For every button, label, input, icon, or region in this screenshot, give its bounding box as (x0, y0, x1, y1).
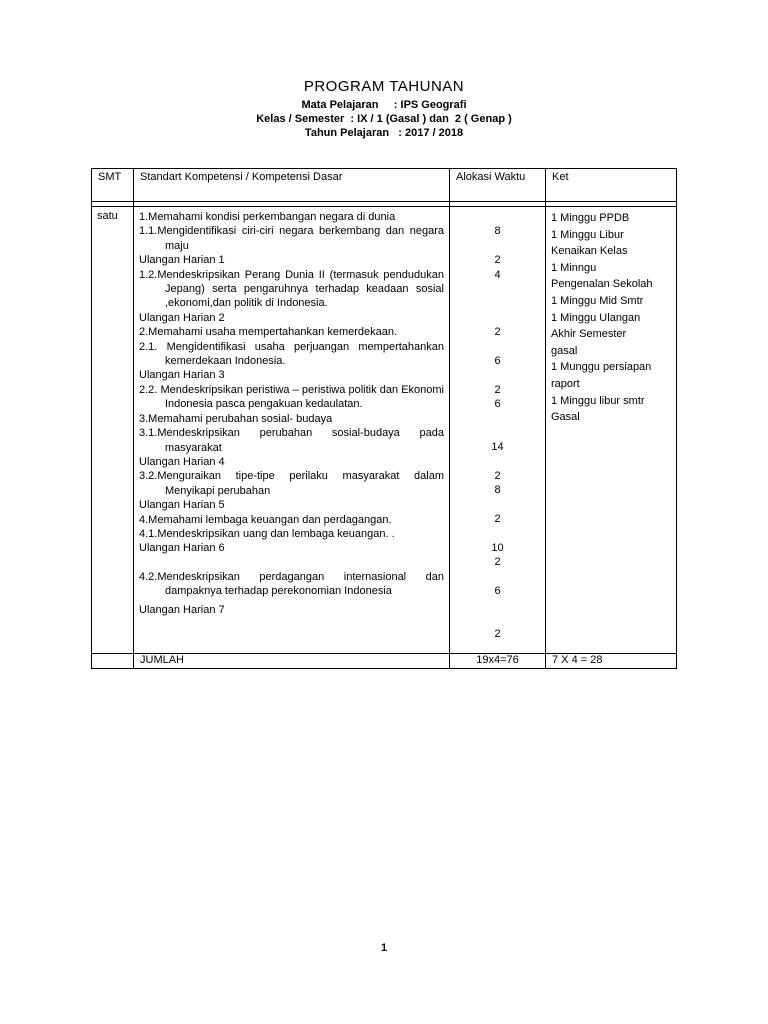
header-alokasi-waktu: Alokasi Waktu (450, 169, 546, 202)
table-header-row (92, 169, 677, 202)
alokasi-value: 2 (494, 383, 501, 396)
alokasi-value: 2 (494, 326, 501, 339)
kd-item: 3.1.Mendeskripsikan perubahan sosial-budaya pada masyarakat (139, 427, 444, 454)
ket-cell (546, 207, 677, 654)
jumlah-label: JUMLAH (134, 654, 450, 669)
alokasi-value: 6 (494, 585, 501, 598)
alokasi-value: 2 (494, 556, 501, 569)
alokasi-value: 10 (491, 541, 504, 554)
ket-line: Kenaikan Kelas (551, 245, 628, 258)
kd-item: 1.1.Mengidentifikasi ciri-ciri negara berkembang dan negara maju (139, 225, 444, 252)
ket-line: 1 Minggu PPDB (551, 212, 630, 224)
ket-line: gasal (551, 344, 578, 357)
kd-item: 1.Memahami kondisi perkembangan negara di dunia (139, 211, 396, 223)
alokasi-value: 2 (494, 470, 501, 483)
header-kompetensi: Standart Kompetensi / Kompetensi Dasar (134, 169, 450, 202)
alokasi-value: 14 (491, 441, 504, 454)
kd-item: 1.2.Mendeskripsikan Perang Dunia II (termasuk pendudukan Jepang) serta pengaruhnya terhadap keadaan sosial ,ekonomi,dan politik di Indonesia. (139, 268, 444, 310)
tahun-pelajaran-line: Tahun Pelajaran : 2017 / 2018 (304, 127, 464, 139)
alokasi-value: 2 (494, 628, 501, 641)
jumlah-ket: 7 X 4 = 28 (546, 654, 677, 669)
header-ket: Ket (546, 169, 677, 202)
kompetensi-cell (134, 207, 450, 654)
kd-item: 4.2.Mendeskripsikan perdagangan internasional dan dampaknya terhadap perekonomian Indonesia (139, 570, 444, 598)
table-row (92, 207, 677, 654)
header-smt: SMT (92, 169, 134, 202)
kd-item: Ulangan Harian 4 (139, 455, 225, 468)
ket-line: 1 Munggu persiapan (551, 361, 652, 374)
mata-pelajaran-line: Mata Pelajaran : IPS Geografi (301, 99, 467, 111)
ket-line: raport (551, 377, 580, 390)
kd-item: 4.Memahami lembaga keuangan dan perdagangan. (139, 513, 392, 526)
ket-line: Pengenalan Sekolah (551, 278, 653, 291)
ket-line: Gasal (551, 411, 580, 424)
jumlah-alokasi: 19x4=76 (450, 654, 546, 669)
kd-item: 3.Memahami perubahan sosial- budaya (139, 412, 333, 425)
kd-item: Ulangan Harian 1 (139, 254, 225, 267)
ket-line: 1 Minggu Mid Smtr (551, 294, 644, 307)
alokasi-value: 8 (494, 225, 501, 238)
kelas-semester-line: Kelas / Semester : IX / 1 (Gasal ) dan 2 ( Genap ) (256, 113, 512, 125)
alokasi-value: 8 (494, 484, 501, 497)
kd-item: 2.Memahami usaha mempertahankan kemerdekaan. (139, 326, 398, 339)
ket-line: 1 Minggu Ulangan (551, 311, 641, 324)
page-number: 1 (380, 942, 388, 954)
kd-item: Ulangan Harian 7 (139, 603, 225, 616)
kd-item: 3.2.Menguraikan tipe-tipe perilaku masyarakat dalam Menyikapi perubahan (139, 470, 444, 497)
program-table (91, 168, 677, 669)
total-row (92, 654, 677, 669)
kd-item: Ulangan Harian 2 (139, 311, 225, 324)
kd-item: 4.1.Mendeskripsikan uang dan lembaga keuangan. . (139, 527, 395, 540)
alokasi-value: 6 (494, 398, 501, 411)
alokasi-value: 4 (494, 268, 501, 281)
kd-item: 2.2. Mendeskripsikan peristiwa – peristiwa politik dan Ekonomi Indonesia pasca pengakuan kedaulatan. (139, 383, 444, 411)
ket-line: 1 Minggu libur smtr (551, 394, 645, 407)
document-title: PROGRAM TAHUNAN (303, 78, 465, 95)
kd-item: Ulangan Harian 5 (139, 499, 225, 512)
alokasi-value: 6 (494, 354, 501, 367)
kd-item: 2.1. Mengidentifikasi usaha perjuangan mempertahankan kemerdekaan Indonesia. (139, 340, 444, 368)
ket-line: 1 Minngu (551, 261, 597, 274)
smt-cell: satu (92, 207, 134, 654)
alokasi-value: 2 (494, 254, 501, 267)
ket-line: Akhir Semester (551, 328, 627, 341)
alokasi-cell (450, 207, 546, 654)
kd-item: Ulangan Harian 3 (139, 369, 225, 382)
kd-item: Ulangan Harian 6 (139, 542, 225, 555)
ket-line: 1 Minggu Libur (551, 228, 624, 241)
alokasi-value: 2 (494, 513, 501, 526)
